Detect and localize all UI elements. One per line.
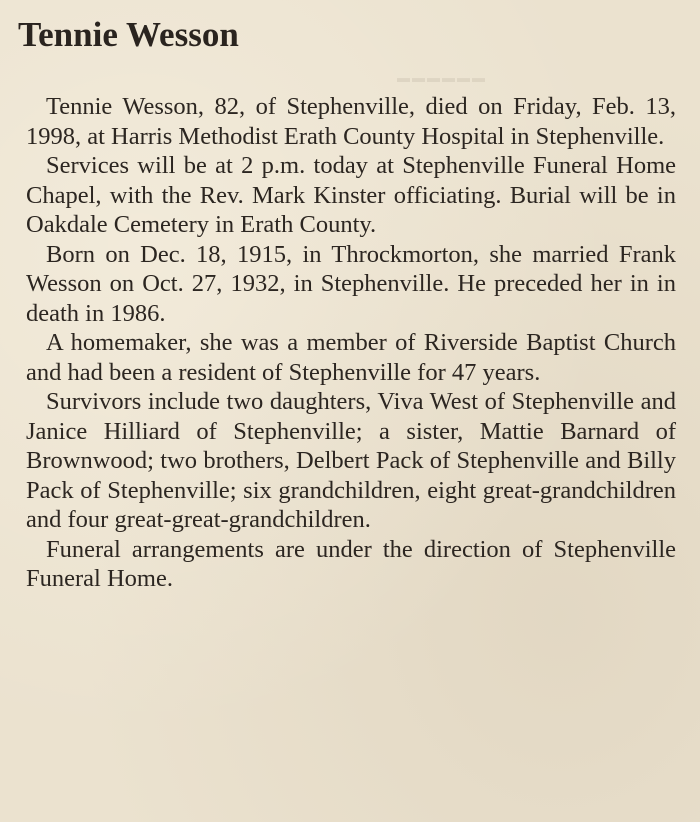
bleed-through-text: ▬▬▬▬▬▬ xyxy=(395,70,485,85)
obituary-body xyxy=(26,92,676,594)
obituary-paragraph-services: Services will be at 2 p.m. today at Stephenville Funeral Home Chapel, with the Rev. Mark Kinster officiating. Burial will be in Oakdale Cemetery in Erath County. xyxy=(26,152,676,238)
obituary-headline: Tennie Wesson xyxy=(18,15,239,54)
obituary-paragraph-death: Tennie Wesson, 82, of Stephenville, died on Friday, Feb. 13, 1998, at Harris Methodist Erath County Hospital in Stephenville. xyxy=(26,93,676,150)
obituary-paragraph-arrangements: Funeral arrangements are under the direction of Stephenville Funeral Home. xyxy=(26,535,676,592)
obituary-paragraph-birth-marriage: Born on Dec. 18, 1915, in Throckmorton, she married Frank Wesson on Oct. 27, 1932, in Stephenville. He preceded her in in death in 1986. xyxy=(26,240,676,327)
obituary-paragraph-life: A homemaker, she was a member of Riverside Baptist Church and had been a resident of Stephenville for 47 years. xyxy=(26,329,676,386)
obituary-paragraph-survivors: Survivors include two daughters, Viva West of Stephenville and Janice Hilliard of Stephenville; a sister, Mattie Barnard of Brownwood; two brothers, Delbert Pack of Stephenville and Billy Pack of Stephenville; six grandchildren, eight great-grandchildren and four great-great-grandchildren. xyxy=(26,388,676,533)
